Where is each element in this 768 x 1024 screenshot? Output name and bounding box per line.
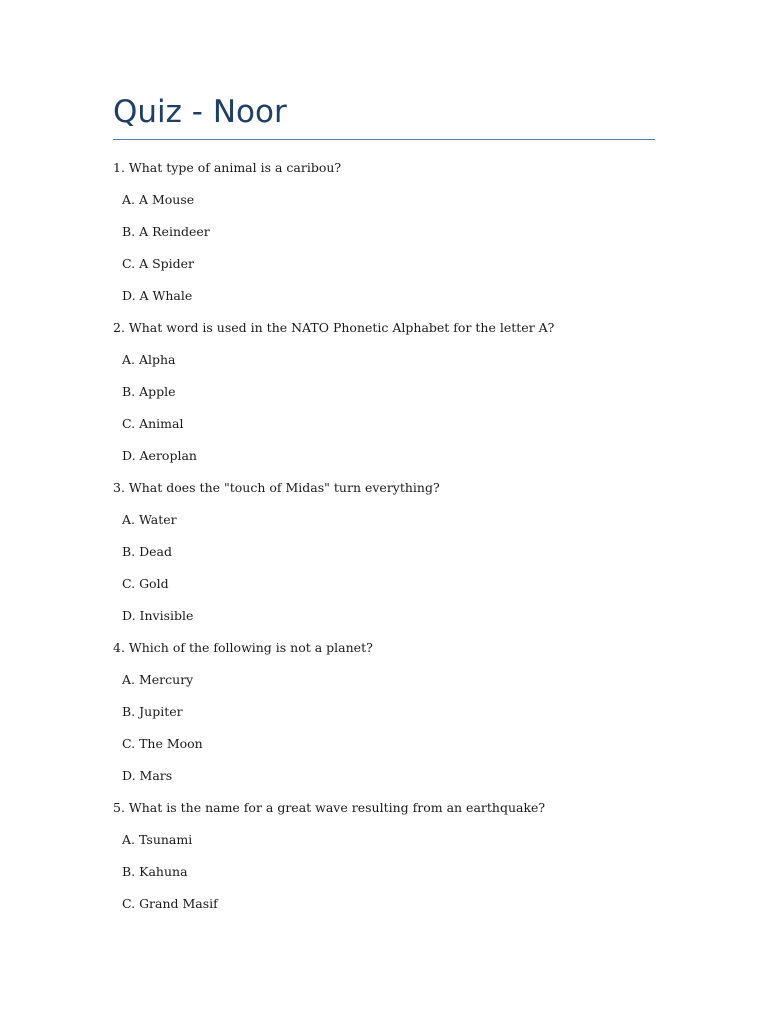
title-underline (113, 139, 655, 140)
answer-option: D. Aeroplan (122, 448, 197, 463)
answer-option: B. A Reindeer (122, 224, 210, 239)
question-block (113, 314, 673, 474)
answer-option: A. Alpha (122, 352, 176, 367)
question-block (113, 154, 673, 314)
question-text: 3. What does the "touch of Midas" turn everything? (113, 480, 440, 495)
question-block (113, 794, 673, 922)
quiz-list (113, 154, 673, 922)
answer-option: A. Water (122, 512, 177, 527)
question-text: 1. What type of animal is a caribou? (113, 160, 342, 175)
answer-option: A. Mercury (122, 672, 194, 687)
answer-option: B. Apple (122, 384, 176, 399)
answer-option: D. A Whale (122, 288, 193, 303)
answer-option: C. Gold (122, 576, 169, 591)
answer-option: C. Animal (122, 416, 184, 431)
answer-option: C. The Moon (122, 736, 203, 751)
answer-option: B. Dead (122, 544, 173, 559)
answer-option: B. Kahuna (122, 864, 188, 879)
question-text: 2. What word is used in the NATO Phonetic Alphabet for the letter A? (113, 320, 555, 335)
question-block (113, 474, 673, 634)
question-text: 5. What is the name for a great wave resulting from an earthquake? (113, 800, 546, 815)
answer-option: A. A Mouse (122, 192, 195, 207)
page-title: Quiz - Noor (113, 94, 287, 130)
answer-option: C. A Spider (122, 256, 195, 271)
answer-option: A. Tsunami (122, 832, 193, 847)
answer-option: B. Jupiter (122, 704, 183, 719)
answer-option: C. Grand Masif (122, 896, 218, 911)
question-block (113, 634, 673, 794)
answer-option: D. Mars (122, 768, 173, 783)
question-text: 4. Which of the following is not a planet? (113, 640, 373, 655)
answer-option: D. Invisible (122, 608, 194, 623)
